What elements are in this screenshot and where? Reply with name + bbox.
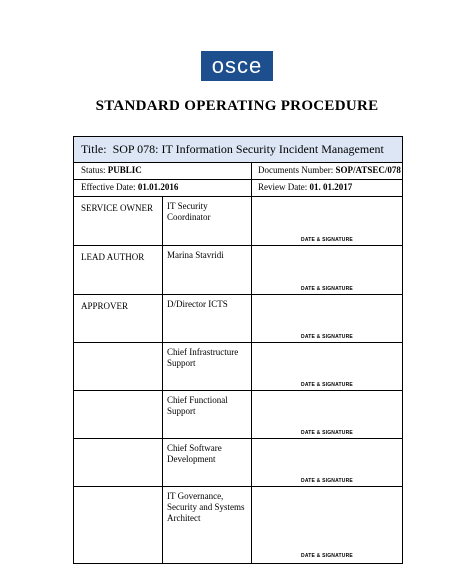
title-row [74, 137, 402, 163]
signatory-row [74, 487, 402, 563]
date-signature-label: DATE & SIGNATURE [301, 334, 353, 340]
date-signature-label: DATE & SIGNATURE [301, 286, 353, 292]
signatory-row [74, 246, 402, 295]
column-divider [162, 246, 163, 294]
column-divider [162, 391, 163, 438]
signatory-name: Chief Infrastructure Support [167, 347, 239, 368]
signatory-row [74, 343, 402, 391]
docnum-value: SOP/ATSEC/078 [335, 165, 401, 175]
column-divider [251, 487, 252, 563]
signatory-name: D/Director ICTS [167, 299, 228, 309]
signatory-row [74, 295, 402, 343]
status-label: Status: [81, 165, 106, 175]
title-label: Title: [81, 142, 107, 156]
signatory-name: IT Governance, Security and Systems Architect [167, 491, 245, 523]
docnum-cell [251, 163, 402, 179]
signatory-role: LEAD AUTHOR [81, 252, 145, 262]
date-signature-label: DATE & SIGNATURE [301, 553, 353, 559]
review-date-value: 01. 01.2017 [309, 182, 353, 192]
date-signature-label: DATE & SIGNATURE [301, 478, 353, 484]
signatory-row [74, 439, 402, 487]
signatory-role: SERVICE OWNER [81, 203, 154, 213]
signatory-role: APPROVER [81, 301, 129, 311]
review-date-cell [251, 180, 402, 196]
status-value: PUBLIC [107, 165, 142, 175]
signatory-name: IT Security Coordinator [167, 201, 211, 222]
date-signature-label: DATE & SIGNATURE [301, 237, 353, 243]
effective-date-cell [74, 180, 251, 196]
signatory-name: Marina Stavridi [167, 250, 224, 260]
effective-date-value: 01.01.2016 [137, 182, 179, 192]
signatory-row [74, 391, 402, 439]
docnum-label: Documents Number: [258, 165, 334, 175]
document-heading: STANDARD OPERATING PROCEDURE [95, 98, 379, 114]
date-signature-label: DATE & SIGNATURE [301, 430, 353, 436]
column-divider [162, 295, 163, 342]
status-row [74, 163, 402, 180]
signatory-row [74, 197, 402, 246]
column-divider [162, 343, 163, 390]
effective-date-label: Effective Date: [81, 182, 136, 192]
signatory-name: Chief Functional Support [167, 395, 228, 416]
date-signature-label: DATE & SIGNATURE [301, 382, 353, 388]
title-value: SOP 078: IT Information Security Incident Management [112, 142, 384, 156]
review-date-label: Review Date: [258, 182, 308, 192]
column-divider [162, 487, 163, 563]
dates-row [74, 180, 402, 197]
osce-logo [201, 51, 273, 81]
status-cell [74, 163, 251, 179]
logo-text: osce [211, 53, 263, 78]
signatory-name: Chief Software Development [167, 443, 222, 464]
column-divider [162, 439, 163, 486]
sop-table [73, 136, 403, 564]
column-divider [162, 197, 163, 245]
